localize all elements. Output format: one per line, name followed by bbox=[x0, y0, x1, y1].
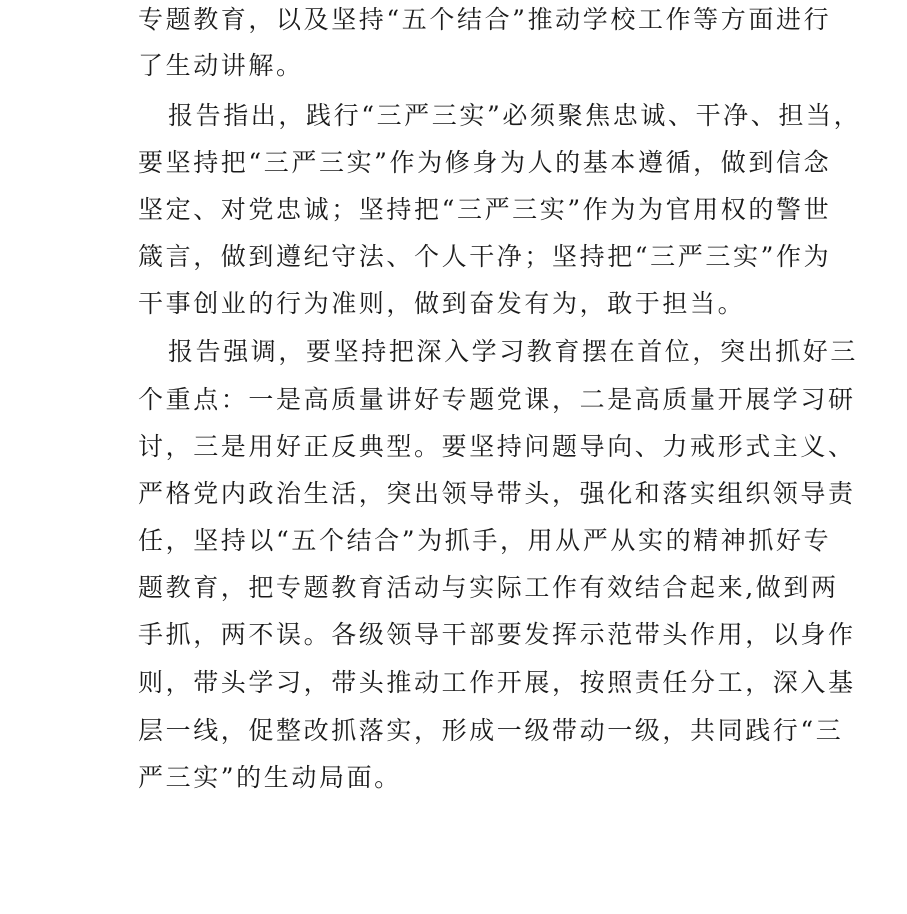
text-line: 讨，三是用好正反典型。要坚持问题导向、力戒形式主义、 bbox=[138, 432, 856, 461]
text-line: 箴言，做到遵纪守法、个人干净；坚持把“三严三实”作为 bbox=[138, 242, 832, 271]
text-line: 坚定、对党忠诚；坚持把“三严三实”作为为官用权的警世 bbox=[138, 195, 832, 224]
text-line: 手抓，两不误。各级领导干部要发挥示范带头作用，以身作 bbox=[138, 620, 856, 649]
text-line: 了生动讲解。 bbox=[138, 51, 304, 80]
text-line: 题教育，把专题教育活动与实际工作有效结合起来,做到两 bbox=[138, 573, 839, 602]
paragraph-first-line: 报告指出，践行“三严三实”必须聚焦忠诚、干净、担当， bbox=[168, 101, 862, 130]
text-line: 专题教育，以及坚持“五个结合”推动学校工作等方面进行 bbox=[138, 5, 832, 34]
text-line: 则，带头学习，带头推动工作开展，按照责任分工，深入基 bbox=[138, 668, 856, 697]
text-line: 层一线，促整改抓落实，形成一级带动一级，共同践行“三 bbox=[138, 716, 844, 745]
paragraph-first-line: 报告强调，要坚持把深入学习教育摆在首位，突出抓好三 bbox=[168, 337, 859, 366]
text-line: 严三实”的生动局面。 bbox=[138, 763, 402, 792]
text-line: 任，坚持以“五个结合”为抓手，用从严从实的精神抓好专 bbox=[138, 526, 832, 555]
text-line: 干事创业的行为准则，做到奋发有为，敢于担当。 bbox=[138, 289, 746, 318]
text-line: 个重点：一是高质量讲好专题党课，二是高质量开展学习研 bbox=[138, 385, 856, 414]
text-line: 要坚持把“三严三实”作为修身为人的基本遵循，做到信念 bbox=[138, 148, 832, 177]
text-line: 严格党内政治生活，突出领导带头，强化和落实组织领导责 bbox=[138, 479, 856, 508]
